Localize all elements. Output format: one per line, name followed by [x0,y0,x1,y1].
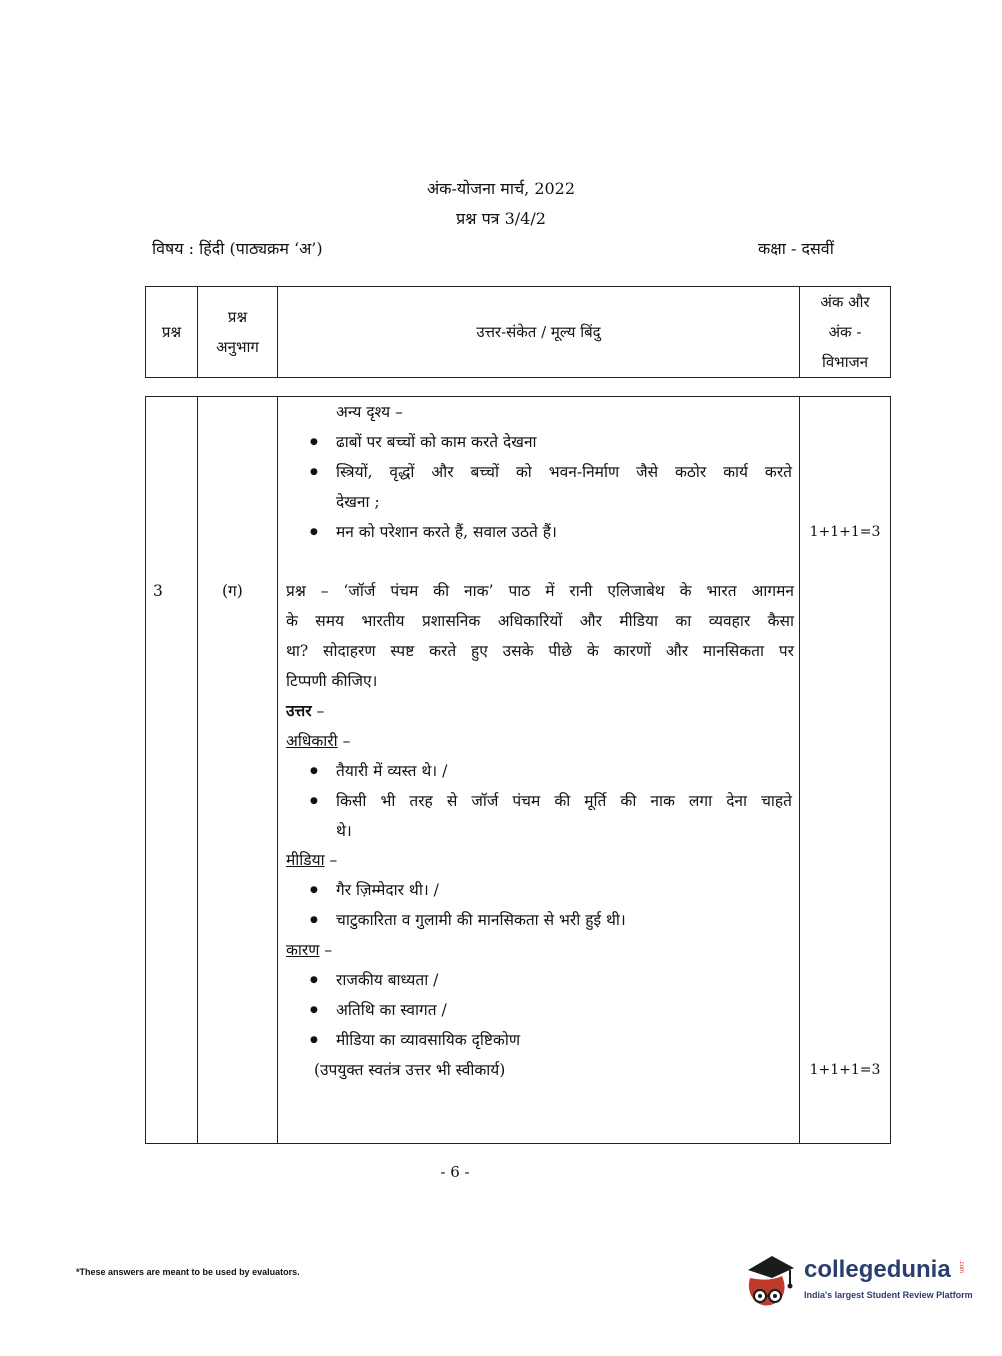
bullet-item: ● ढाबों पर बच्चों को काम करते देखना [336,427,537,457]
logo-tagline: India's largest Student Review Platform [804,1290,973,1300]
media-heading: मीडिया – [286,851,338,869]
bullet-item: ● किसी भी तरह से जॉर्ज पंचम की मूर्ति की नाक लगा देना चाहते [336,786,792,816]
answer-heading: उत्तर – [286,701,325,720]
question-line: था? सोदाहरण स्पष्ट करते हुए उसके पीछे के कारणों और मानसिकता पर [286,642,794,660]
collegedunia-logo [742,1248,972,1312]
col-marks: अंक और अंक - विभाजन [800,287,891,378]
col-section: प्रश्न अनुभाग [198,287,278,378]
col-answer-hints: उत्तर-संकेत / मूल्य बिंदु [278,287,800,378]
section-label: (ग) [222,582,243,600]
acceptance-note: (उपयुक्त स्वतंत्र उत्तर भी स्वीकार्य) [314,1061,506,1079]
bullet-item: ● तैयारी में व्यस्त थे। / [336,756,447,786]
other-scenes-heading: अन्य दृश्य – [336,403,403,421]
mascot-icon [742,1248,802,1312]
section-cell [198,397,278,1144]
bullet-continuation: थे। [336,822,352,840]
bullet-item: ● मीडिया का व्यावसायिक दृष्टिकोण [336,1025,520,1055]
logo-wordmark: collegedunia [804,1256,951,1283]
logo-domain: .com [958,1260,964,1274]
footer-note: *These answers are meant to be used by evaluators. [76,1267,300,1277]
bullet-item: ● अतिथि का स्वागत / [336,995,447,1025]
bullet-item: ● राजकीय बाध्यता / [336,965,438,995]
col-question: प्रश्न [146,287,198,378]
bullet-item: ● गैर ज़िम्मेदार थी। / [336,875,439,905]
officials-heading: अधिकारी – [286,732,351,750]
bullet-item: ● स्त्रियों, वृद्धों और बच्चों को भवन-निर्माण जैसे कठोर कार्य करते [336,457,792,487]
marks-cell [800,397,891,1144]
bullet-item: ● चाटुकारिता व गुलामी की मानसिकता से भरी हुई थी। [336,905,626,935]
answer-cell [278,397,800,1144]
question-line: प्रश्न – ‘जॉर्ज पंचम की नाक’ पाठ में रानी एलिजाबेथ के भारत आगमन [286,582,794,600]
scheme-title: अंक-योजना मार्च, 2022 [426,179,576,198]
question-line: टिप्पणी कीजिए। [286,672,378,690]
bullet-continuation: देखना ; [336,493,380,511]
marks-value: 1+1+1=3 [809,1062,881,1078]
page-number: - 6 - [440,1163,470,1181]
question-number: 3 [153,582,163,600]
bullet-item: ● मन को परेशान करते हैं, सवाल उठते हैं। [336,517,557,547]
header-table [145,286,891,378]
marks-value: 1+1+1=3 [809,524,881,540]
answer-table [145,396,891,1144]
paper-code: प्रश्न पत्र 3/4/2 [456,209,546,228]
subject-label: विषय : हिंदी (पाठ्यक्रम ‘अ’) [152,239,323,258]
reasons-heading: कारण – [286,941,333,959]
question-number-cell [146,397,198,1144]
question-line: के समय भारतीय प्रशासनिक अधिकारियों और मीडिया का व्यवहार कैसा [286,612,794,630]
class-label: कक्षा - दसवीं [758,239,834,258]
